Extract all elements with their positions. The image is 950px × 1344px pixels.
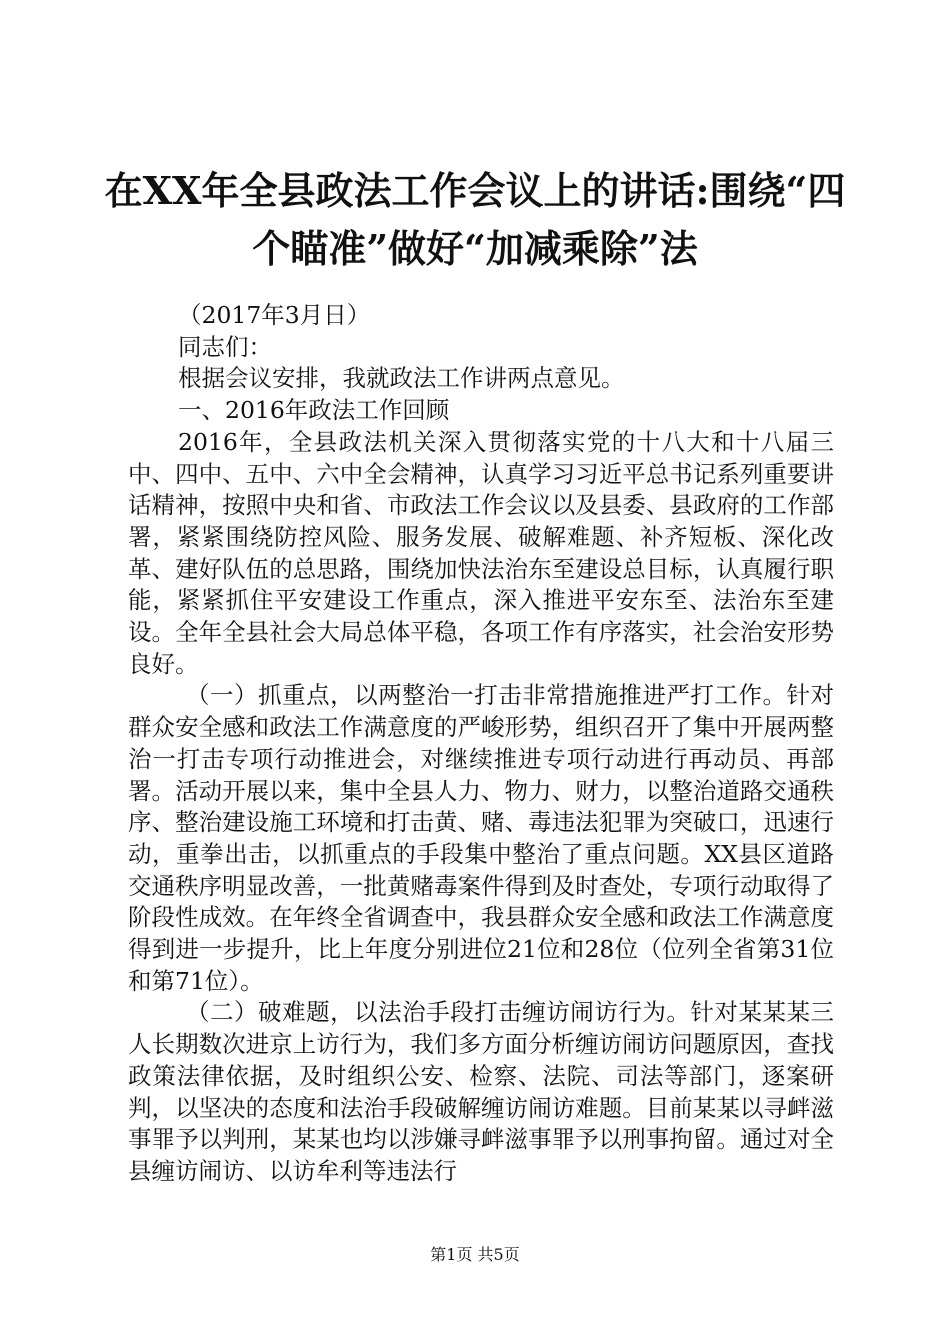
document-title-line-1: 在XX年全县政法工作会议上的讲话:围绕“四	[104, 168, 846, 213]
intro-paragraph: 根据会议安排，我就政法工作讲两点意见。	[178, 364, 625, 393]
date-line: （2017年3月日）	[178, 301, 371, 329]
salutation: 同志们：	[178, 332, 272, 361]
page-footer: 第1页 共5页	[430, 1245, 520, 1264]
paragraph-review: 2016年，全县政法机关深入贯彻落实党的十八大和十八届三中、四中、五中、六中全会精神，认真学习习近平总书记系列重要讲话精神，按照中央和省、市政法工作会议以及县委、县政府的工作部署，紧紧围绕防控风险、服务发展、破解难题、补齐短板、深化改革、建好队伍的总思路，围绕加快法治东至建设总目标，认真履行职能，紧紧抓住平安建设工作重点，深入推进平安东至、法治东至建设。全年全县社会大局总体平稳，各项工作有序落实，社会治安形势良好。	[128, 427, 834, 678]
paragraph-key-points: （一）抓重点，以两整治一打击非常措施推进严打工作。针对群众安全感和政法工作满意度的严峻形势，组织召开了集中开展两整治一打击专项行动推进会，对继续推进专项行动进行再动员、再部署。活动开展以来，集中全县人力、物力、财力，以整治道路交通秩序、整治建设施工环境和打击黄、赌、毒违法犯罪为突破口，迅速行动，重拳出击，以抓重点的手段集中整治了重点问题。XX县区道路交通秩序明显改善，一批黄赌毒案件得到及时查处，专项行动取得了阶段性成效。在年终全省调查中，我县群众安全感和政法工作满意度得到进一步提升，比上年度分别进位21位和28位（位列全省第31位和第71位）。	[128, 681, 834, 995]
section-heading: 一、2016年政法工作回顾	[178, 396, 450, 425]
paragraph-difficulties: （二）破难题，以法治手段打击缠访闹访行为。针对某某某三人长期数次进京上访行为，我们多方面分析缠访闹访问题原因，查找政策法律依据，及时组织公安、检察、法院、司法等部门，逐案研判，以坚决的态度和法治手段破解缠访闹访难题。目前某某以寻衅滋事罪予以判刑，某某也均以涉嫌寻衅滋事罪予以刑事拘留。通过对全县缠访闹访、以访牟利等违法行	[128, 998, 834, 1185]
document-body	[128, 300, 834, 1188]
document-title-line-2: 个瞄准”做好“加减乘除”法	[252, 226, 698, 271]
